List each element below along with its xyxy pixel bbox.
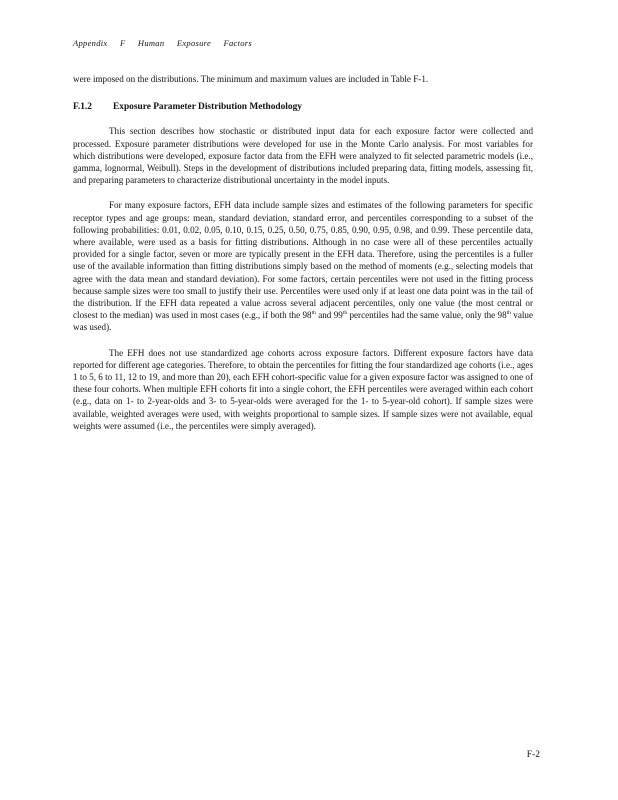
superscript-th-1: th — [311, 310, 316, 317]
header-word-exposure: Exposure — [176, 38, 212, 48]
header-word-human: Human — [137, 38, 165, 48]
paragraph-percentiles-b: and 99 — [315, 310, 343, 321]
paragraph-percentiles-a: For many exposure factors, EFH data include sample sizes and estimates of the following parameters for specific receptor types and age groups: mean, standard deviation, standard error, and percentiles corresponding to a subset of the following probabilities: 0.01, 0.02, 0.05, 0.10, 0.15, 0.25, 0.50, 0.75, 0.85, 0.90, 0.95, 0.98, and 0.99. These percentile data, where available, were used as a basis for fitting distributions. Although in no case were all of these percentiles actually provided for a single factor, seven or more are typically present in the EFH data. Therefore, using the percentiles is a fuller use of the available information than fitting distributions simply based on the method of moments (e.g., selecting models that agree with the data mean and standard deviation). For some factors, certain percentiles were not used in the fitting process because sample sizes were too small to justify their use. Percentiles were used only if at least one data point was in the tail of the distribution. If the EFH data repeated a value across several adjacent percentiles, only one value (the most central or closest to the median) was used in most cases (e.g., if both the 98 — [73, 200, 533, 321]
header-letter: F — [119, 38, 126, 48]
document-body — [73, 73, 533, 445]
header-word-factors: Factors — [223, 38, 253, 48]
section-number: F.1.2 — [73, 102, 92, 113]
paragraph-age-cohorts: The EFH does not use standardized age cohorts across exposure factors. Different exposure factors have data reported for different age categories. Therefore, to obtain the percentiles for fitting the four standardized age cohorts (i.e., ages 1 to 5, 6 to 11, 12 to 19, and more than 20), each EFH cohort-specific value for a given exposure factor was assigned to one of these four cohorts. When multiple EFH cohorts fit into a single cohort, the EFH percentiles were averaged within each cohort (e.g., data on 1- to 2-year-olds and 3- to 5-year-olds were averaged for the 1- to 5-year-old cohort). If sample sizes were available, weighted averages were used, with weights proportional to sample sizes. If sample sizes were not available, equal weights were assumed (i.e., the percentiles were simply averaged). — [73, 347, 533, 431]
section-heading — [73, 101, 533, 113]
paragraph-percentiles-c: percentiles had the same value, only the 98 — [347, 310, 507, 321]
header-appendix: Appendix — [73, 38, 108, 48]
intro-paragraph: were imposed on the distributions. The minimum and maximum values are included in Table F-1. — [73, 74, 429, 84]
section-title: Exposure Parameter Distribution Methodology — [113, 102, 302, 113]
superscript-th-3: th — [506, 310, 511, 317]
superscript-th-2: th — [342, 310, 348, 317]
paragraph-percentiles-d: value was used). — [73, 310, 533, 333]
running-header — [73, 38, 262, 48]
page-number: F-2 — [526, 750, 540, 760]
paragraph-percentiles — [73, 199, 533, 333]
paragraph-methodology: This section describes how stochastic or distributed input data for each exposure factor were collected and processed. Exposure parameter distributions were developed for use in the Monte Carlo analysis. For most variables for which distributions were developed, exposure factor data from the EFH were analyzed to fit selected parametric models (i.e., gamma, lognormal, Weibull). Steps in the development of distributions included preparing data, fitting models, assessing fit, and preparing parameters to characterize distributional uncertainty in the model inputs. — [73, 126, 533, 186]
